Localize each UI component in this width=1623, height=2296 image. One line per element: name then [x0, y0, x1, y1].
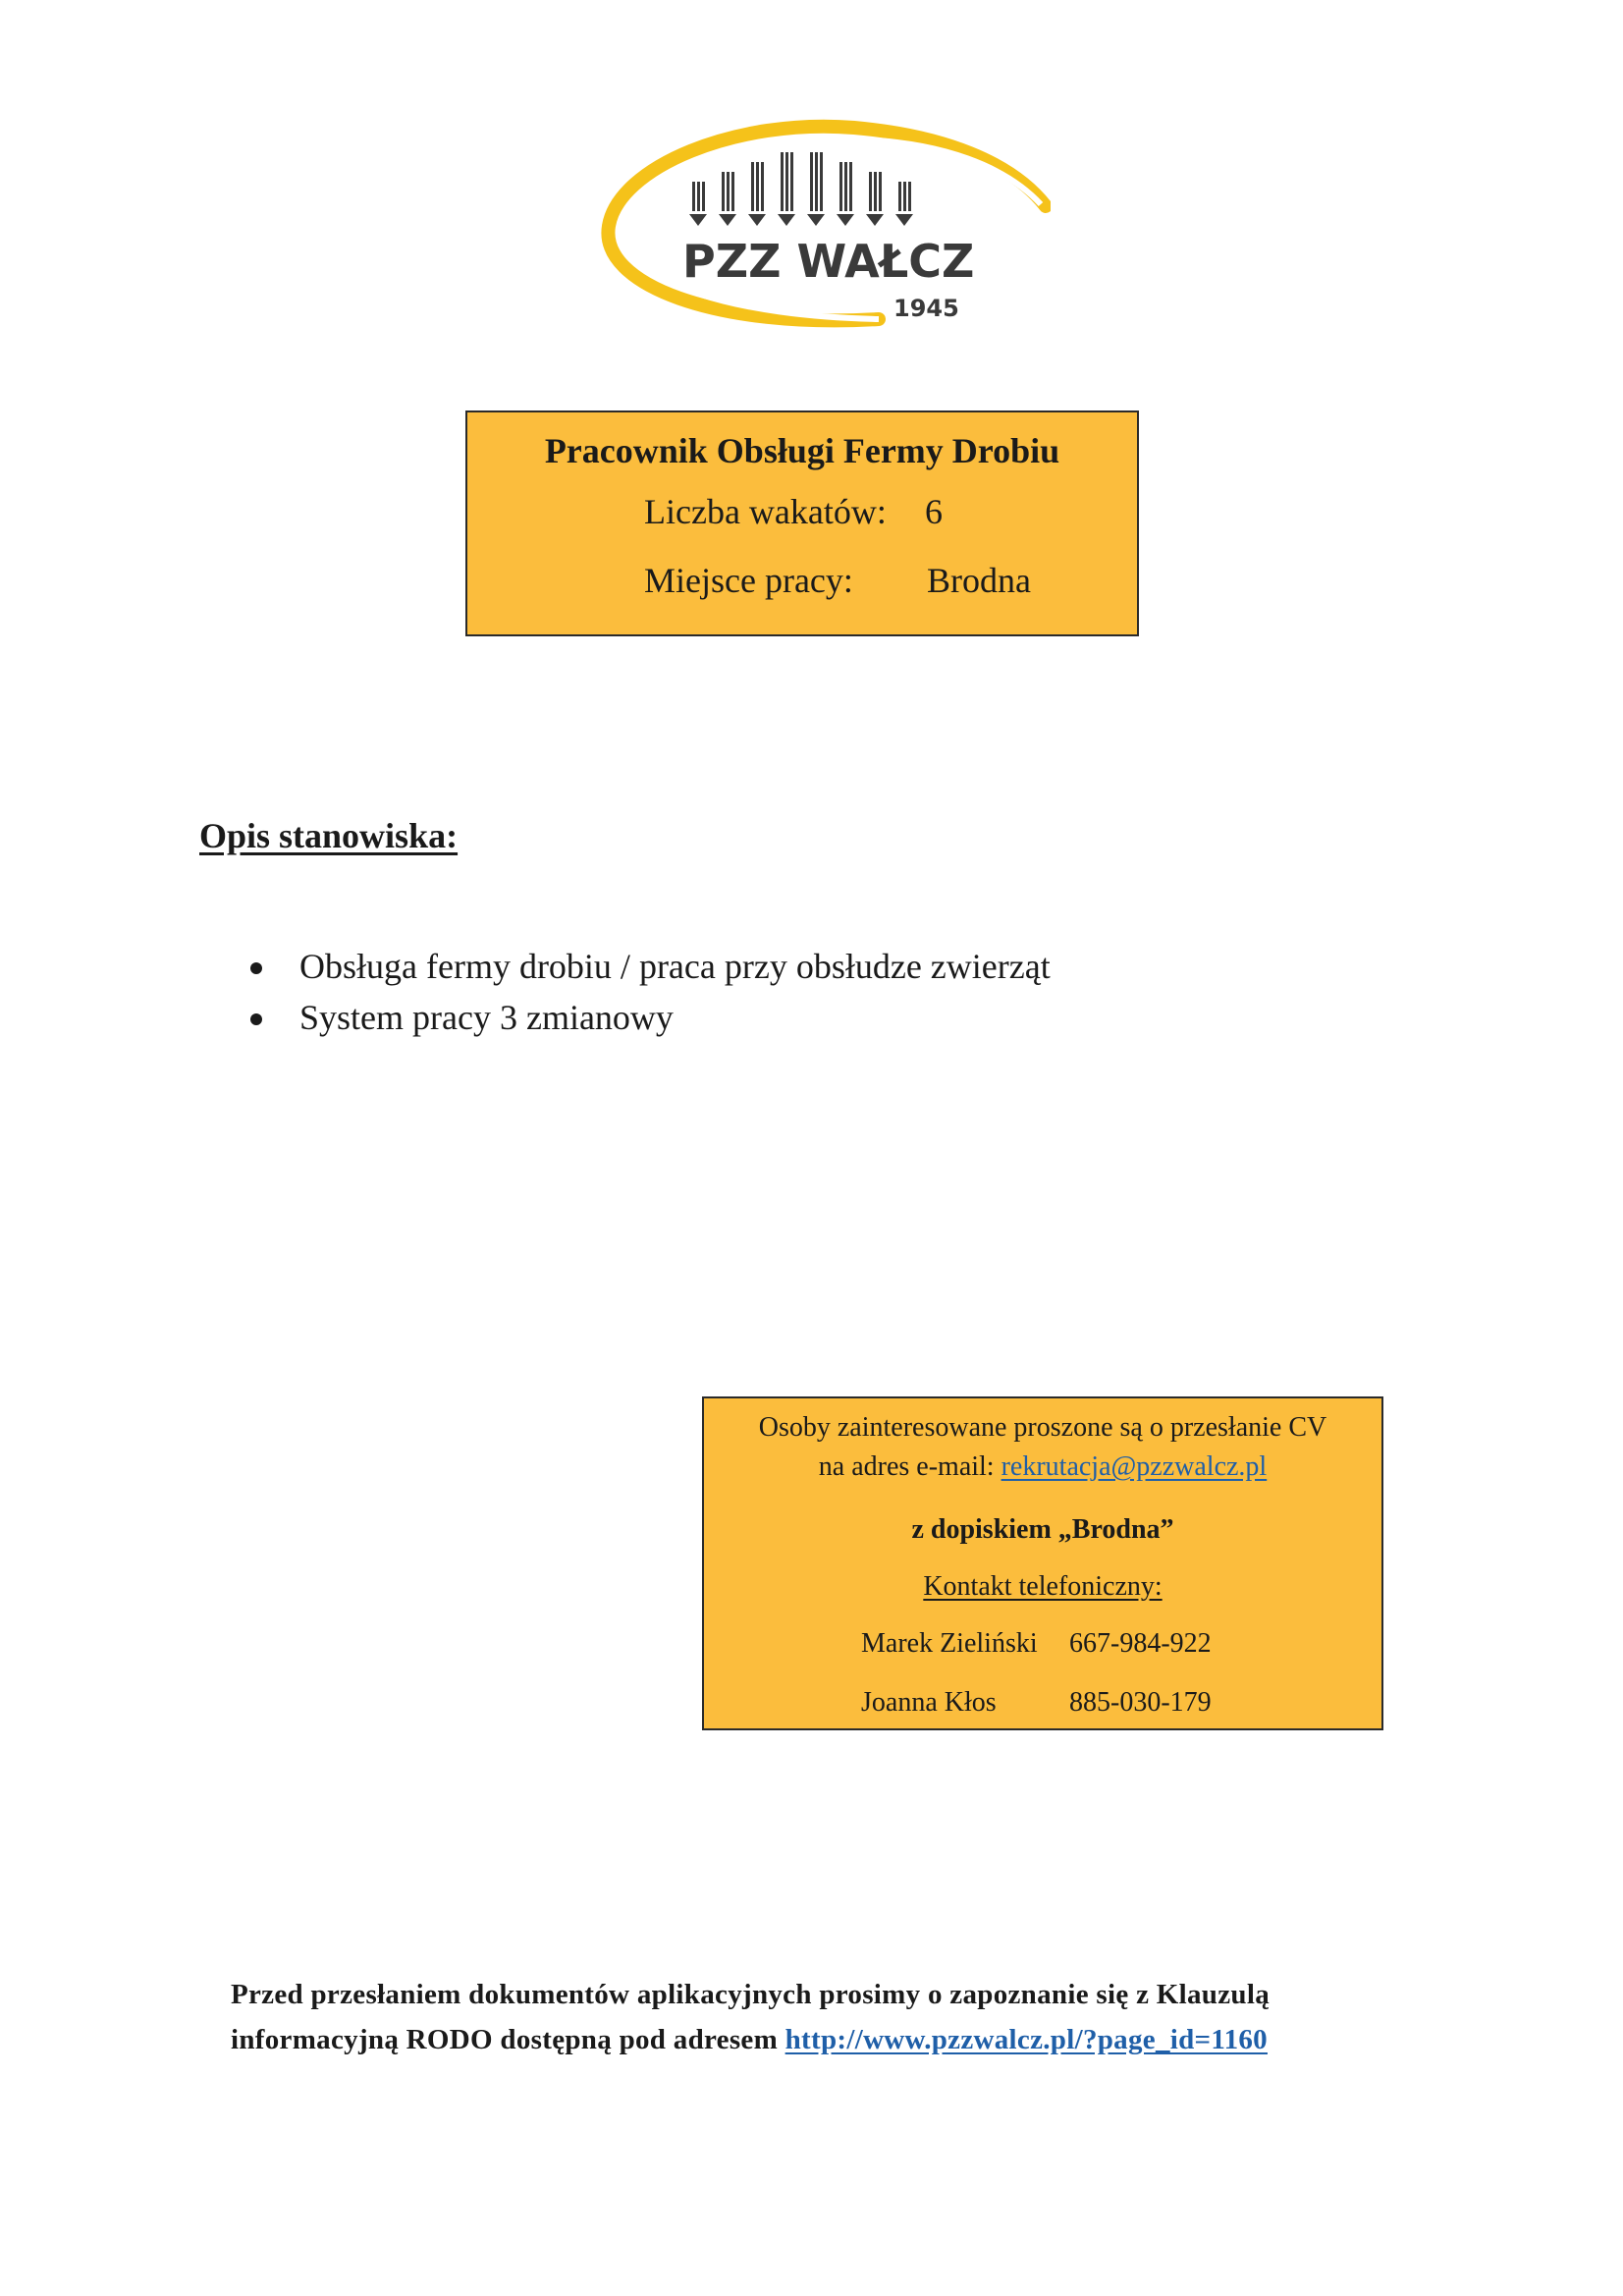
- company-logo: [599, 108, 1051, 344]
- wheat-icon: [689, 152, 913, 226]
- job-title-box: [465, 410, 1139, 636]
- contact-intro: Osoby zainteresowane proszone są o przesłanie CV: [758, 1412, 1327, 1443]
- contact-name: Marek Zieliński: [861, 1628, 1038, 1659]
- rodo-line-1: Przed przesłaniem dokumentów aplikacyjnych prosimy o zapoznanie się z Klauzulą: [231, 1979, 1270, 2010]
- workplace-value: Brodna: [927, 561, 1031, 600]
- vacancies-value: 6: [925, 492, 943, 531]
- duties-list: [245, 941, 1051, 1043]
- bullet-icon: [250, 1013, 262, 1025]
- contact-name: Joanna Kłos: [861, 1687, 997, 1718]
- contact-box: [702, 1396, 1383, 1730]
- rodo-link[interactable]: http://www.pzzwalcz.pl/?page_id=1160: [784, 2024, 1268, 2055]
- contact-phone: 885-030-179: [1069, 1687, 1212, 1718]
- description-heading: Opis stanowiska:: [199, 816, 459, 855]
- email-link[interactable]: rekrutacja@pzzwalcz.pl: [1001, 1451, 1268, 1482]
- contact-phone: 667-984-922: [1069, 1628, 1212, 1659]
- vacancies-label: Liczba wakatów:: [644, 492, 887, 531]
- logo-name: PZZ WAŁCZ: [682, 235, 975, 288]
- list-item: [245, 992, 1051, 1043]
- phone-heading: Kontakt telefoniczny:: [923, 1571, 1163, 1602]
- bullet-icon: [250, 962, 262, 974]
- rodo-line-2: [231, 2017, 1409, 2062]
- workplace-label: Miejsce pracy:: [644, 561, 853, 600]
- logo-year: 1945: [893, 295, 959, 322]
- job-title: Pracownik Obsługi Fermy Drobiu: [544, 431, 1060, 470]
- contact-note: z dopiskiem „Brodna”: [911, 1514, 1174, 1545]
- rodo-notice: [231, 1972, 1409, 2062]
- duty-text: Obsługa fermy drobiu / praca przy obsłudze zwierząt: [299, 947, 1051, 986]
- rodo-text: informacyjną RODO dostępną pod adresem: [231, 2024, 779, 2055]
- contact-email-line: [704, 1451, 1381, 1483]
- email-prefix: na adres e-mail:: [818, 1451, 995, 1482]
- list-item: [245, 941, 1051, 992]
- duty-text: System pracy 3 zmianowy: [299, 998, 674, 1037]
